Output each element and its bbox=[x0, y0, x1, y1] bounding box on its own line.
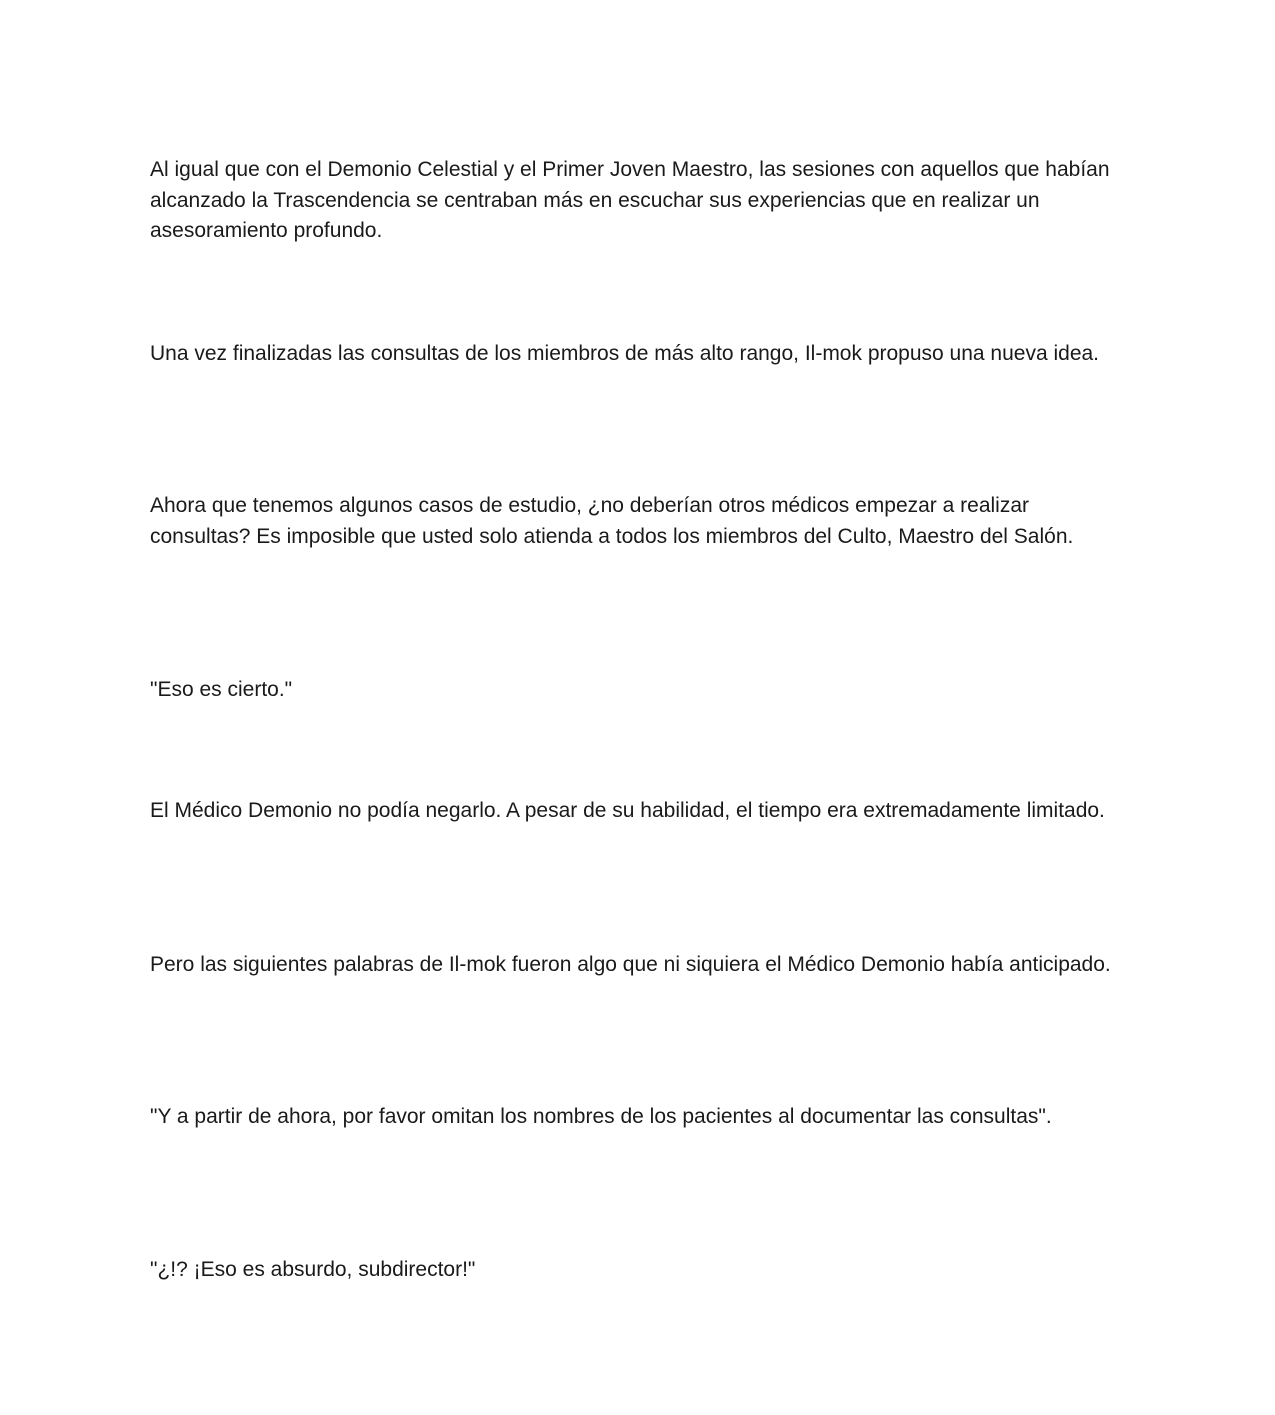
paragraph-5: El Médico Demonio no podía negarlo. A pesar de su habilidad, el tiempo era extremadamente limitado. bbox=[150, 799, 1105, 822]
paragraph-1: Al igual que con el Demonio Celestial y el Primer Joven Maestro, las sesiones con aquellos que habían alcanzado la Trascendencia se centraban más en escuchar sus experiencias que en realizar un asesoramiento profundo. bbox=[150, 158, 1110, 242]
paragraph-3: Ahora que tenemos algunos casos de estudio, ¿no deberían otros médicos empezar a realizar consultas? Es imposible que usted solo atienda a todos los miembros del Culto, Maestro del Salón. bbox=[150, 494, 1074, 548]
paragraph-4: "Eso es cierto." bbox=[150, 678, 293, 701]
paragraph-2: Una vez finalizadas las consultas de los miembros de más alto rango, Il-mok propuso una nueva idea. bbox=[150, 342, 1100, 365]
paragraph-8: "¿!? ¡Eso es absurdo, subdirector!" bbox=[150, 1258, 476, 1281]
paragraph-7: "Y a partir de ahora, por favor omitan los nombres de los pacientes al documentar las consultas". bbox=[150, 1105, 1052, 1128]
paragraph-6: Pero las siguientes palabras de Il-mok fueron algo que ni siquiera el Médico Demonio había anticipado. bbox=[150, 953, 1111, 976]
